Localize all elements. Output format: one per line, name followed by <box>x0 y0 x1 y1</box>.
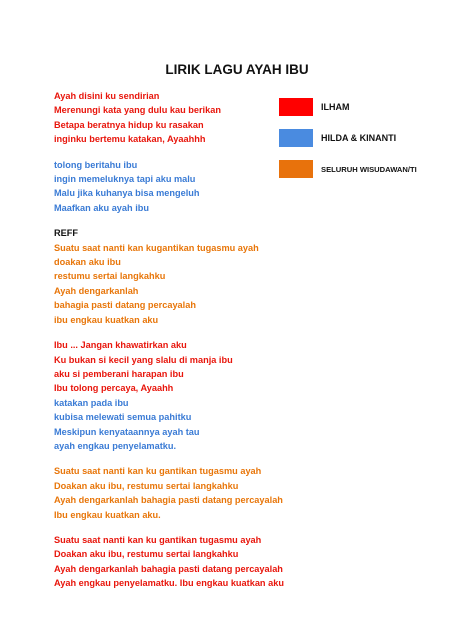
lyric-line: aku si pemberani harapan ibu <box>54 368 184 379</box>
lyric-line: ayah engkau penyelamatku. <box>54 440 177 451</box>
lyric-line: Suatu saat nanti kan ku gantikan tugasmu ayah <box>54 534 262 545</box>
legend-swatch-orange <box>279 160 313 178</box>
lyric-line: inginku bertemu katakan, Ayaahhh <box>54 134 206 145</box>
legend-item-seluruh-wisudawan <box>279 160 417 178</box>
reff-label: REFF <box>54 228 78 239</box>
lyric-line: Ku bukan si kecil yang slalu di manja ibu <box>54 354 233 365</box>
verse-3 <box>54 338 314 453</box>
lyric-line: Betapa beratnya hidup ku rasakan <box>54 119 204 130</box>
lyric-line: Suatu saat nanti kan ku gantikan tugasmu ayah <box>54 466 262 477</box>
lyric-line: Ibu tolong percaya, Ayaahh <box>54 383 174 394</box>
lyric-line: Meskipun kenyataannya ayah tau <box>54 426 200 437</box>
lyric-line: bahagia pasti datang percayalah <box>54 300 196 311</box>
verse-2 <box>54 158 314 216</box>
lyric-line: tolong beritahu ibu <box>54 159 138 170</box>
chorus-3 <box>54 533 314 591</box>
legend-item-hilda-kinanti <box>279 129 417 147</box>
page-title: LIRIK LAGU AYAH IBU <box>165 62 309 77</box>
lyric-line: Suatu saat nanti kan kugantikan tugasmu ayah <box>54 242 259 253</box>
lyric-line: Ibu ... Jangan khawatirkan aku <box>54 340 187 351</box>
lyric-line: Ayah dengarkanlah <box>54 285 139 296</box>
lyric-line: ibu engkau kuatkan aku <box>54 314 159 325</box>
lyric-line: Maafkan aku ayah ibu <box>54 202 149 213</box>
lyric-line: Ayah dengarkanlah bahagia pasti datang percayalah <box>54 495 283 506</box>
lyric-line: Doakan aku ibu, restumu sertai langkahku <box>54 549 239 560</box>
lyric-line: Merenungi kata yang dulu kau berikan <box>54 105 221 116</box>
color-legend <box>279 98 417 191</box>
lyric-line: Ayah dengarkanlah bahagia pasti datang percayalah <box>54 563 283 574</box>
lyric-line: katakan pada ibu <box>54 397 129 408</box>
lyrics-body <box>54 89 314 591</box>
lyric-line: Ayah disini ku sendirian <box>54 91 160 101</box>
lyric-line: doakan aku ibu <box>54 257 121 268</box>
lyric-line: ingin memeluknya tapi aku malu <box>54 174 196 185</box>
legend-label: SELURUH WISUDAWAN/TI <box>321 164 417 174</box>
lyric-line: Ibu engkau kuatkan aku. <box>54 509 161 520</box>
legend-swatch-blue <box>279 129 313 147</box>
legend-swatch-red <box>279 98 313 116</box>
legend-label: HILDA & KINANTI <box>321 133 397 143</box>
lyric-line: kubisa melewati semua pahitku <box>54 412 192 423</box>
reff <box>54 241 314 327</box>
lyric-line: Malu jika kuhanya bisa mengeluh <box>54 188 200 199</box>
verse-1 <box>54 89 314 147</box>
lyric-line: Doakan aku ibu, restumu sertai langkahku <box>54 480 239 491</box>
legend-item-ilham <box>279 98 417 116</box>
lyric-line: Ayah engkau penyelamatku. Ibu engkau kuatkan aku <box>54 578 284 589</box>
lyric-line: restumu sertai langkahku <box>54 271 166 282</box>
legend-label: ILHAM <box>321 102 350 112</box>
chorus-2 <box>54 464 314 522</box>
